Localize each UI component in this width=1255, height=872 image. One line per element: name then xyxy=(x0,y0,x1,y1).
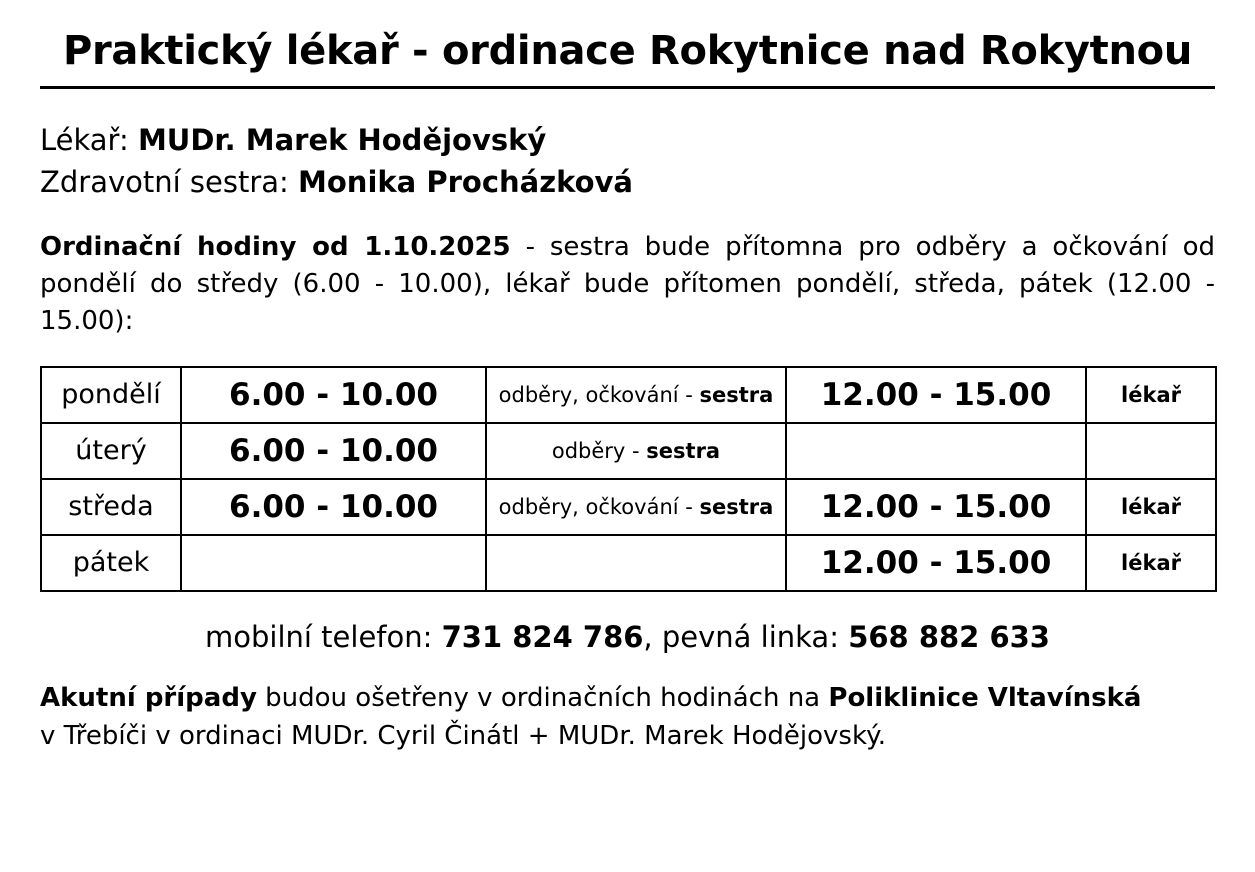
cell-morning-note-text: odběry, očkování - xyxy=(498,494,700,519)
nurse-line xyxy=(40,161,1215,203)
opening-hours-note xyxy=(40,229,1215,340)
cell-morning-note xyxy=(486,535,786,591)
doctor-name: MUDr. Marek Hodějovský xyxy=(137,123,547,157)
table-row xyxy=(41,367,1216,423)
cell-day: pátek xyxy=(41,535,181,591)
cell-morning-note-text: odběry, očkování - xyxy=(498,382,700,407)
cell-afternoon-role: lékař xyxy=(1086,535,1216,591)
title-divider xyxy=(40,86,1215,89)
table-row xyxy=(41,423,1216,479)
cell-afternoon-role: lékař xyxy=(1086,479,1216,535)
landline-label: pevná linka: xyxy=(661,619,849,654)
contact-phones xyxy=(40,620,1215,654)
page-title: Praktický lékař - ordinace Rokytnice nad Rokytnou xyxy=(62,28,1193,74)
mobile-number: 731 824 786 xyxy=(441,619,644,654)
acute-cases-note xyxy=(40,680,1215,755)
cell-morning-note xyxy=(486,479,786,535)
staff-block xyxy=(40,119,1215,203)
acute-mid: budou ošetřeny v ordinačních hodinách na xyxy=(256,682,829,713)
cell-afternoon-time: 12.00 - 15.00 xyxy=(786,367,1086,423)
cell-day: pondělí xyxy=(41,367,181,423)
cell-morning-note-role: sestra xyxy=(699,382,774,407)
nurse-name: Monika Procházková xyxy=(298,165,634,200)
cell-afternoon-time: 12.00 - 15.00 xyxy=(786,479,1086,535)
cell-morning-note xyxy=(486,423,786,479)
cell-morning-note xyxy=(486,367,786,423)
cell-afternoon-time: 12.00 - 15.00 xyxy=(786,535,1086,591)
doctor-label: Lékař: xyxy=(40,123,138,157)
schedule-table xyxy=(40,366,1217,592)
cell-afternoon-role xyxy=(1086,423,1216,479)
acute-tail: v Třebíči v ordinaci MUDr. Cyril Činátl + MUDr. Marek Hodějovský. xyxy=(40,720,887,751)
table-row xyxy=(41,479,1216,535)
acute-place: Poliklinice Vltavínská xyxy=(828,682,1142,713)
opening-hours-note-lead: Ordinační hodiny od 1.10.2025 xyxy=(40,232,511,263)
cell-day: středa xyxy=(41,479,181,535)
cell-morning-time xyxy=(181,535,486,591)
cell-day: úterý xyxy=(41,423,181,479)
cell-morning-note-text: odběry - xyxy=(551,438,647,463)
cell-morning-time: 6.00 - 10.00 xyxy=(181,479,486,535)
phone-separator: , xyxy=(643,619,662,654)
nurse-label: Zdravotní sestra: xyxy=(40,165,299,200)
doctor-line xyxy=(40,119,1215,161)
cell-afternoon-time xyxy=(786,423,1086,479)
acute-lead: Akutní případy xyxy=(40,682,257,713)
cell-morning-time: 6.00 - 10.00 xyxy=(181,423,486,479)
mobile-label: mobilní telefon: xyxy=(205,619,442,654)
landline-number: 568 882 633 xyxy=(848,619,1050,654)
cell-morning-note-role: sestra xyxy=(646,438,721,463)
table-row xyxy=(41,535,1216,591)
cell-afternoon-role: lékař xyxy=(1086,367,1216,423)
cell-morning-note-role: sestra xyxy=(699,494,774,519)
opening-hours-note-rest: - sestra bude přítomna pro odběry a očkování od pondělí do středy (6.00 - 10.00), lékař bude přítomen pondělí, středa, pátek (12.00 - 15.00): xyxy=(40,232,1215,336)
cell-morning-time: 6.00 - 10.00 xyxy=(181,367,486,423)
